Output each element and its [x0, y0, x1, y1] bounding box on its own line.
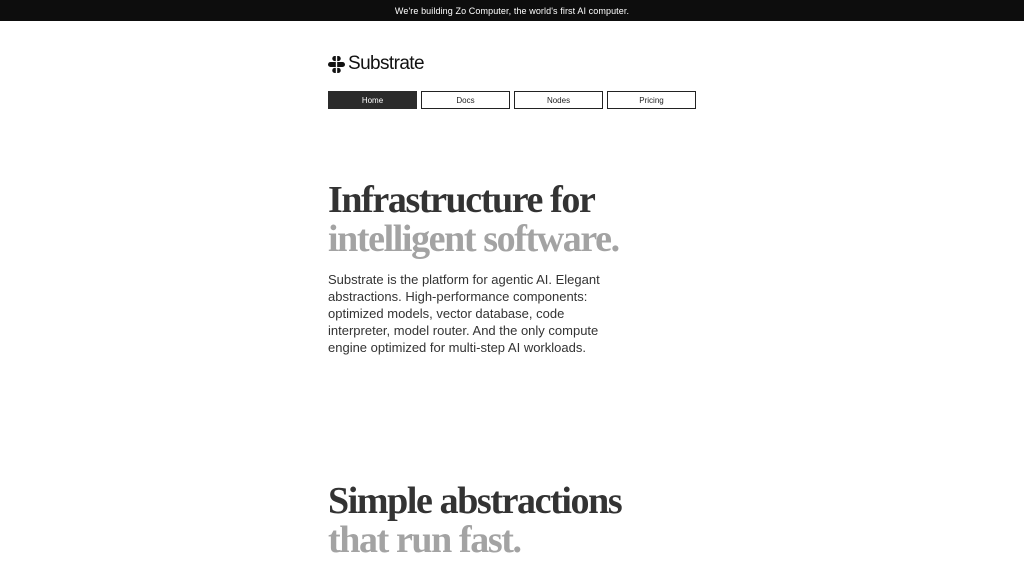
nav-home-button[interactable]: Home	[328, 91, 417, 109]
section-title-line2: that run fast.	[328, 519, 521, 561]
nav-docs-button[interactable]: Docs	[421, 91, 510, 109]
nav-nodes-button[interactable]: Nodes	[514, 91, 603, 109]
section-title	[328, 482, 621, 560]
hero-title-line2: intelligent software.	[328, 218, 619, 260]
hero-title	[328, 181, 619, 259]
hero-title-line1: Infrastructure for	[328, 179, 595, 221]
logo-text: Substrate	[348, 53, 424, 74]
section-title-line1: Simple abstractions	[328, 480, 622, 522]
announcement-banner[interactable]	[0, 0, 1024, 21]
hero-description: Substrate is the platform for agentic AI. Elegant abstractions. High-performance components: optimized models, vector database, code interpreter, model router. And the only compute engine optimized for multi-step AI workloads.	[328, 272, 600, 355]
nav-pricing-button[interactable]: Pricing	[607, 91, 696, 109]
substrate-logo-icon	[328, 56, 345, 73]
main-nav	[328, 91, 696, 109]
logo[interactable]	[328, 52, 424, 76]
banner-text[interactable]: We're building Zo Computer, the world's first AI computer.	[394, 5, 630, 16]
